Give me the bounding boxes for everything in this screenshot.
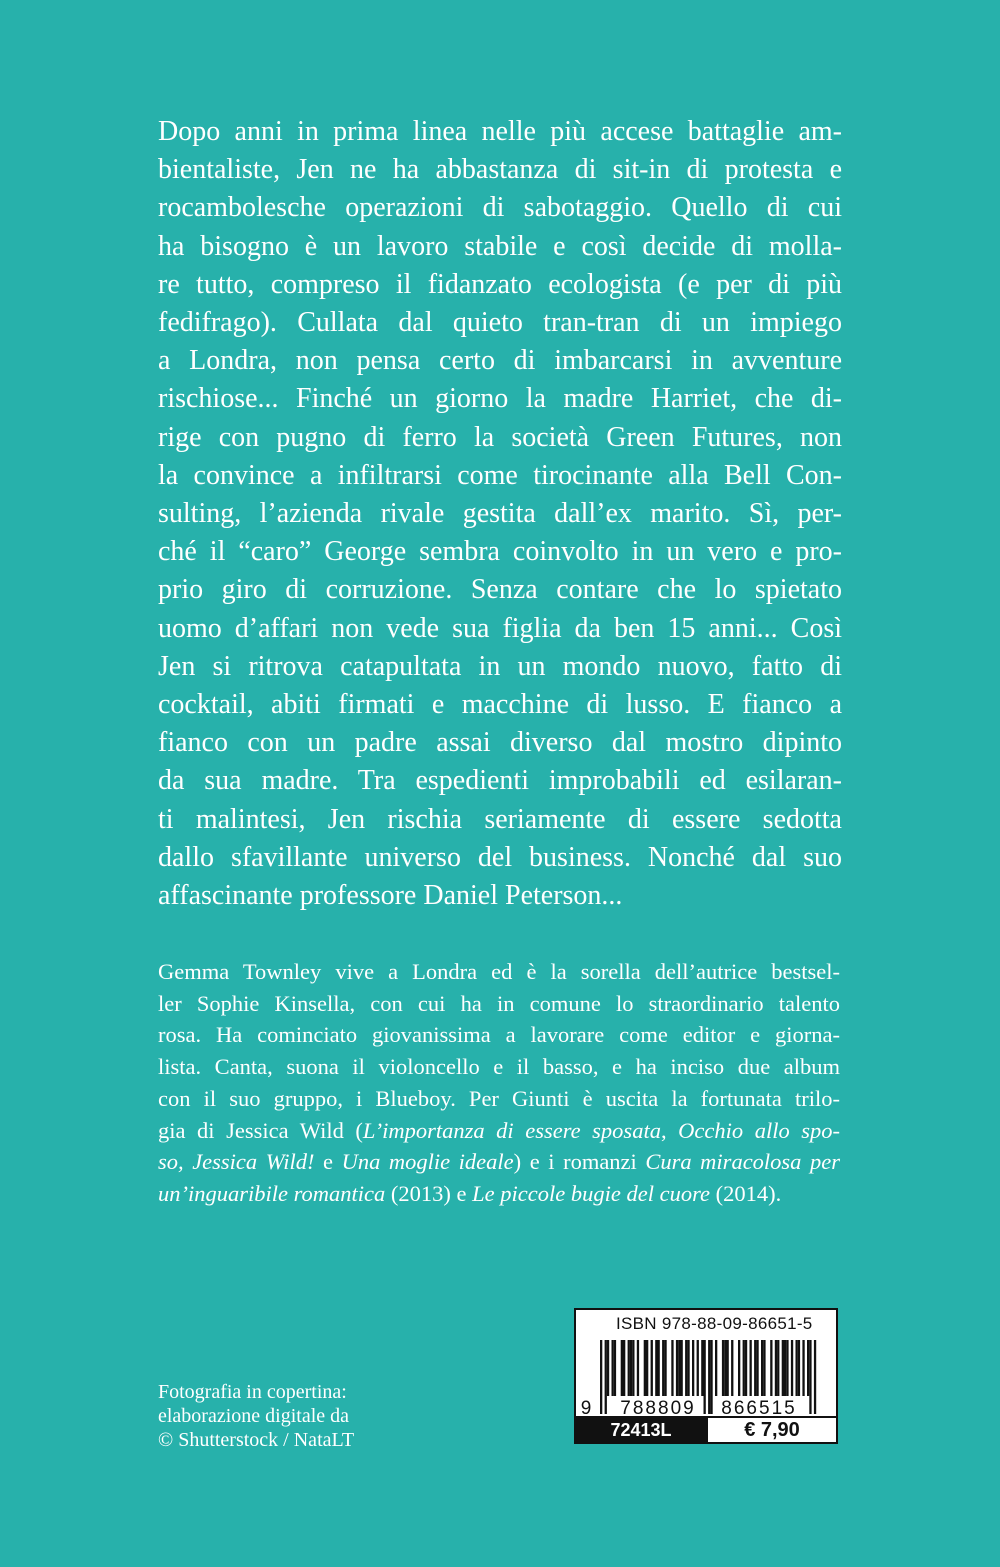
synopsis-line: da sua madre. Tra espedienti improbabili ed esilaran- [158,765,842,797]
bio-line [158,1115,840,1147]
isbn-text: ISBN 978-88-09-86651-5 [616,1314,813,1333]
bio-text: gia di Jessica Wild ( [158,1117,363,1143]
bio-line: ler Sophie Kinsella, con cui ha in comune lo straordinario talento [158,990,840,1016]
bio-line: con il suo gruppo, i Blueboy. Per Giunti è uscita la fortunata trilo- [158,1085,840,1111]
bio-text: (2014). [709,1180,782,1206]
book-title: Occhio allo spo- [678,1117,841,1143]
book-title: L’importanza di essere sposata [362,1117,661,1143]
synopsis-line: a Londra, non pensa certo di imbarcarsi in avventure [158,345,842,377]
author-bio [158,956,840,1210]
product-code: 72413L [576,1418,706,1442]
barcode-digits-right: 866515 [721,1398,797,1418]
bio-line [158,1146,840,1178]
synopsis-line: bientaliste, Jen ne ha abbastanza di sit-in di protesta e [158,154,842,186]
barcode-digit-first: 9 [580,1398,592,1418]
synopsis-line: la convince a infiltrarsi come tirocinante alla Bell Con- [158,459,842,491]
bio-line: Gemma Townley vive a Londra ed è la sorella dell’autrice bestsel- [158,959,840,984]
credit-line: © Shutterstock / NataLT [158,1429,355,1451]
credit-line: elaborazione digitale da [158,1405,350,1427]
bio-line [158,1178,840,1210]
synopsis-line: ti malintesi, Jen rischia seriamente di essere sedotta [158,803,842,835]
synopsis-line: ha bisogno è un lavoro stabile e così decide di molla- [158,230,842,262]
credit-line: Fotografia in copertina: [158,1381,347,1403]
synopsis-line: dallo sfavillante universo del business. Nonché dal suo [158,841,842,873]
synopsis-line: fedifrago). Cullata dal quieto tran-tran di un impiego [158,307,842,339]
price-label: € 7,90 [706,1418,836,1442]
synopsis-line: affascinante professore Daniel Peterson... [158,880,623,912]
synopsis-line: Dopo anni in prima linea nelle più accese battaglie am- [158,116,842,147]
bio-line: lista. Canta, suona il violoncello e il basso, e ha inciso due album [158,1054,840,1080]
synopsis-line: rocambolesche operazioni di sabotaggio. Quello di cui [158,192,842,224]
book-title: so, Jessica Wild! [158,1149,315,1175]
bio-text: ) e i romanzi [513,1149,646,1175]
barcode-label [574,1308,838,1444]
synopsis-line: cocktail, abiti firmati e macchine di lusso. E fianco a [158,689,842,721]
book-title: un’inguaribile romantica [158,1180,386,1206]
synopsis-line: Jen si ritrova catapultata in un mondo nuovo, fatto di [158,650,842,682]
bio-line: rosa. Ha cominciato giovanissima a lavorare come editor e giorna- [158,1022,840,1048]
synopsis [158,113,842,915]
synopsis-line: fianco con un padre assai diverso dal mostro dipinto [158,727,842,759]
bio-text: , [660,1117,679,1143]
synopsis-line: prio giro di corruzione. Senza contare che lo spietato [158,574,842,606]
synopsis-line: re tutto, compreso il fidanzato ecologista (e per di più [158,268,842,300]
barcode-digits-left: 788809 [620,1398,696,1418]
photo-credits [158,1380,478,1452]
barcode-footer [576,1416,836,1442]
synopsis-line: rige con pugno di ferro la società Green Futures, non [158,421,842,453]
book-title: Le piccole bugie del cuore [472,1180,710,1206]
synopsis-line: ché il “caro” George sembra coinvolto in un vero e pro- [158,536,842,568]
bio-text: (2013) e [385,1180,473,1206]
synopsis-line: uomo d’affari non vede sua figlia da ben 15 anni... Così [158,612,842,644]
book-title: Una moglie ideale [341,1149,514,1175]
barcode-icon [576,1338,836,1418]
synopsis-line: sulting, l’azienda rivale gestita dall’ex marito. Sì, per- [158,498,842,530]
book-title: Cura miracolosa per [645,1149,840,1175]
bio-text: e [314,1149,342,1175]
synopsis-line: rischiose... Finché un giorno la madre Harriet, che di- [158,383,842,415]
